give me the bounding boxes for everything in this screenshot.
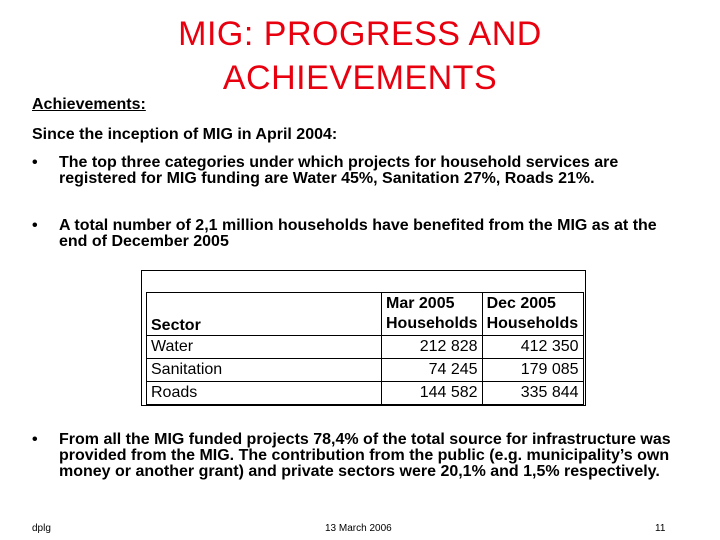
intro-text: Since the inception of MIG in April 2004:: [32, 126, 338, 143]
achievements-heading: Achievements:: [32, 96, 146, 113]
header-mar-2005-bottom: Households: [386, 315, 478, 332]
households-table: [146, 292, 584, 405]
header-sector: [147, 293, 382, 336]
bullet-icon: •: [32, 217, 38, 234]
cell-dec-2005: 335 844: [482, 382, 583, 405]
households-table-frame: [141, 270, 586, 406]
cell-sector: Sanitation: [147, 359, 382, 382]
slide-title-line-2: ACHIEVEMENTS: [222, 59, 498, 97]
cell-sector: Water: [147, 336, 382, 359]
footer-date: 13 March 2006: [325, 523, 392, 534]
cell-mar-2005: 144 582: [382, 382, 483, 405]
header-dec-2005-bottom: Households: [486, 315, 579, 332]
slide-title-line-1: MIG: PROGRESS AND: [178, 15, 542, 53]
bullet-text-1: The top three categories under which projects for household services are registered for MIG funding are Water 45%, Sanitation 27%, Roads 21%.: [59, 154, 619, 187]
bullet-item-1: [32, 155, 687, 187]
cell-mar-2005: 74 245: [382, 359, 483, 382]
table-row: [147, 336, 584, 359]
bullet-text-2: A total number of 2,1 million households have benefited from the MIG as at the end of December 2005: [59, 217, 657, 250]
cell-dec-2005: 179 085: [482, 359, 583, 382]
table-header-row: [147, 293, 584, 336]
bullet-item-2: [32, 218, 687, 250]
header-sector-label: Sector: [151, 317, 201, 334]
bullet-item-3: [32, 432, 687, 480]
bullet-icon: •: [32, 431, 38, 448]
table-row: [147, 382, 584, 405]
cell-dec-2005: 412 350: [482, 336, 583, 359]
bullet-icon: •: [32, 154, 38, 171]
table-row: [147, 359, 584, 382]
header-dec-2005-top: Dec 2005: [486, 295, 556, 312]
bullet-text-3: From all the MIG funded projects 78,4% of the total source for infrastructure was provided from the MIG. The contribution from the public (e.g. municipality’s own money or another grant) and private sectors were 20,1% and 1,5% respectively.: [59, 431, 671, 480]
footer-page-number: 11: [655, 523, 666, 534]
footer-organization: dplg: [32, 523, 51, 534]
header-mar-2005: [382, 293, 483, 336]
cell-sector: Roads: [147, 382, 382, 405]
header-mar-2005-top: Mar 2005: [386, 295, 455, 312]
slide-title: [150, 12, 570, 100]
header-dec-2005: [482, 293, 583, 336]
cell-mar-2005: 212 828: [382, 336, 483, 359]
